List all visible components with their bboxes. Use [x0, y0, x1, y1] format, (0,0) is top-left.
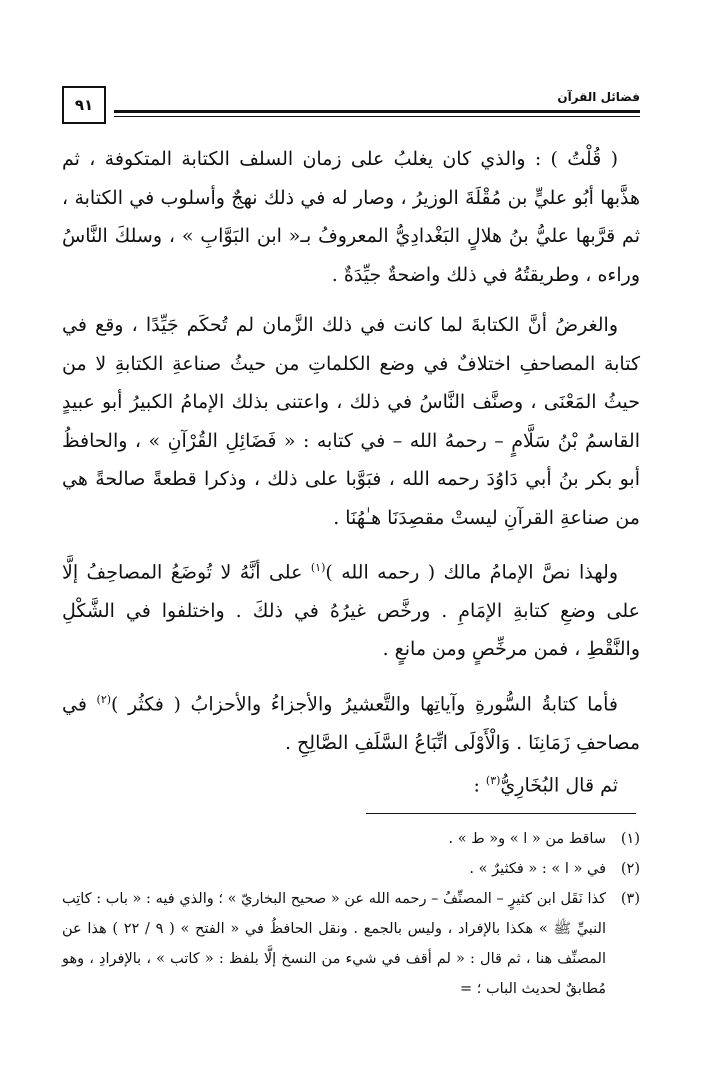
footnote — [62, 854, 640, 884]
footnote-number: (٢) — [620, 861, 640, 877]
running-title: فضائل القرآن — [557, 90, 640, 104]
page-header — [62, 86, 640, 132]
footnote-separator — [366, 813, 636, 814]
footnote-text: في « ا » : « فكثيرٌ » . — [469, 861, 606, 877]
footnote-text: ساقط من « ا » و« ط » . — [448, 831, 606, 847]
header-rule — [114, 110, 640, 113]
page-number: ٩١ — [62, 86, 106, 124]
paragraph — [62, 549, 640, 669]
footnote-text: كذا نَقَل ابن كثيرٍ – المصنِّفُ – رحمه الله عن « صحيح البخاريّ » ؛ والذي فيه : « باب : كاتِب النبيِّ ﷺ » هكذا بالإفراد ، وليس بالجمع . ونقل الحافظُ في « الفتح » ( ٩ / ٢٢ ) هذا عن المصنِّف هنا ، ثم قال : « لم أقف في شيء من النسخ إلَّا بلفظ : « كاتب » ، بالإفرادِ ، وهو مُطابقٌ لحديث الباب ؛ = — [62, 891, 606, 997]
paragraph-text: : — [473, 774, 486, 797]
paragraph-text: فأما كتابةُ السُّورةِ وآياتِها والتَّعشيرُ والأجزاءُ والأحزابُ ( فكثُر ) — [111, 693, 618, 716]
paragraph: ( قُلْتُ ) : والذي كان يغلبُ على زمان السلف الكتابة المتكوفة ، ثم هذَّبها أبُو عليٍّ بن مُقْلَةَ الوزيرُ ، وصار له في ذلك نهجٌ وأسلوب في الكتابة ، ثم قرَّبها عليُّ بنُ هلالٍ البَغْدادِيُّ المعروفُ بـ« ابن البَوَّابِ » ، وسلكَ النَّاسُ وراءه ، وطريقتُهُ في ذلك واضحةٌ جيِّدَةٌ . — [62, 148, 640, 286]
footnote-ref: (١) — [310, 561, 326, 574]
paragraph-text: في مصاحفِ زَمَانِنَا . وَالْأَوْلَى اتِّبَاعُ السَّلَفِ الصَّالِحِ . — [62, 693, 640, 754]
footnote-number: (١) — [620, 831, 640, 847]
main-text — [62, 140, 640, 805]
footnote-number: (٣) — [620, 891, 640, 907]
footnote — [62, 884, 640, 1004]
paragraph — [62, 681, 640, 762]
footnote-ref: (٣) — [485, 774, 501, 788]
paragraph-text: على أنَّهُ لا تُوضَعُ المصاحِفُ إلَّا على وضعِ كتابةِ الإمَامِ . ورخَّص غيرُهُ في ذلكَ . واختلفوا في الشَّكْلِ والنَّقْطِ ، فمن مرخِّصٍ ومن مانعٍ . — [62, 561, 640, 661]
paragraph-text: ثم قال البُخَارِيُّ — [500, 774, 618, 797]
footnote — [62, 824, 640, 854]
header-rule-thin — [114, 116, 640, 117]
paragraph-text: ولهذا نصَّ الإمامُ مالك ( رحمه الله ) — [325, 561, 618, 584]
paragraph — [62, 762, 640, 805]
footnotes — [62, 824, 640, 1004]
paragraph: والغرضُ أنَّ الكتابةَ لما كانت في ذلك الزَّمان لم تُحكَم جَيِّدًا ، وقع في كتابة المصاحفِ اختلافٌ في وضع الكلماتِ من حيثُ صناعةِ الكتابةِ لا من حيثُ المَعْنَى ، وصنَّف النَّاسُ في ذلك ، واعتنى بذلك الإمامُ الكبيرُ أبو عبيدٍ القاسمُ بْنُ سَلَّامٍ – رحمهُ الله – في كتابه : « فَضَائِلِ القُرْآنِ » ، والحافظُ أبو بكر بنُ أبي دَاوُدَ رحمه الله ، فبَوَّبا على ذلك ، وذكرا قطعةً صالحةً هي من صناعةِ القرآنِ ليستْ مقصِدَنَا هـٰهُنَا . — [62, 314, 640, 529]
footnote-ref: (٢) — [96, 692, 112, 706]
